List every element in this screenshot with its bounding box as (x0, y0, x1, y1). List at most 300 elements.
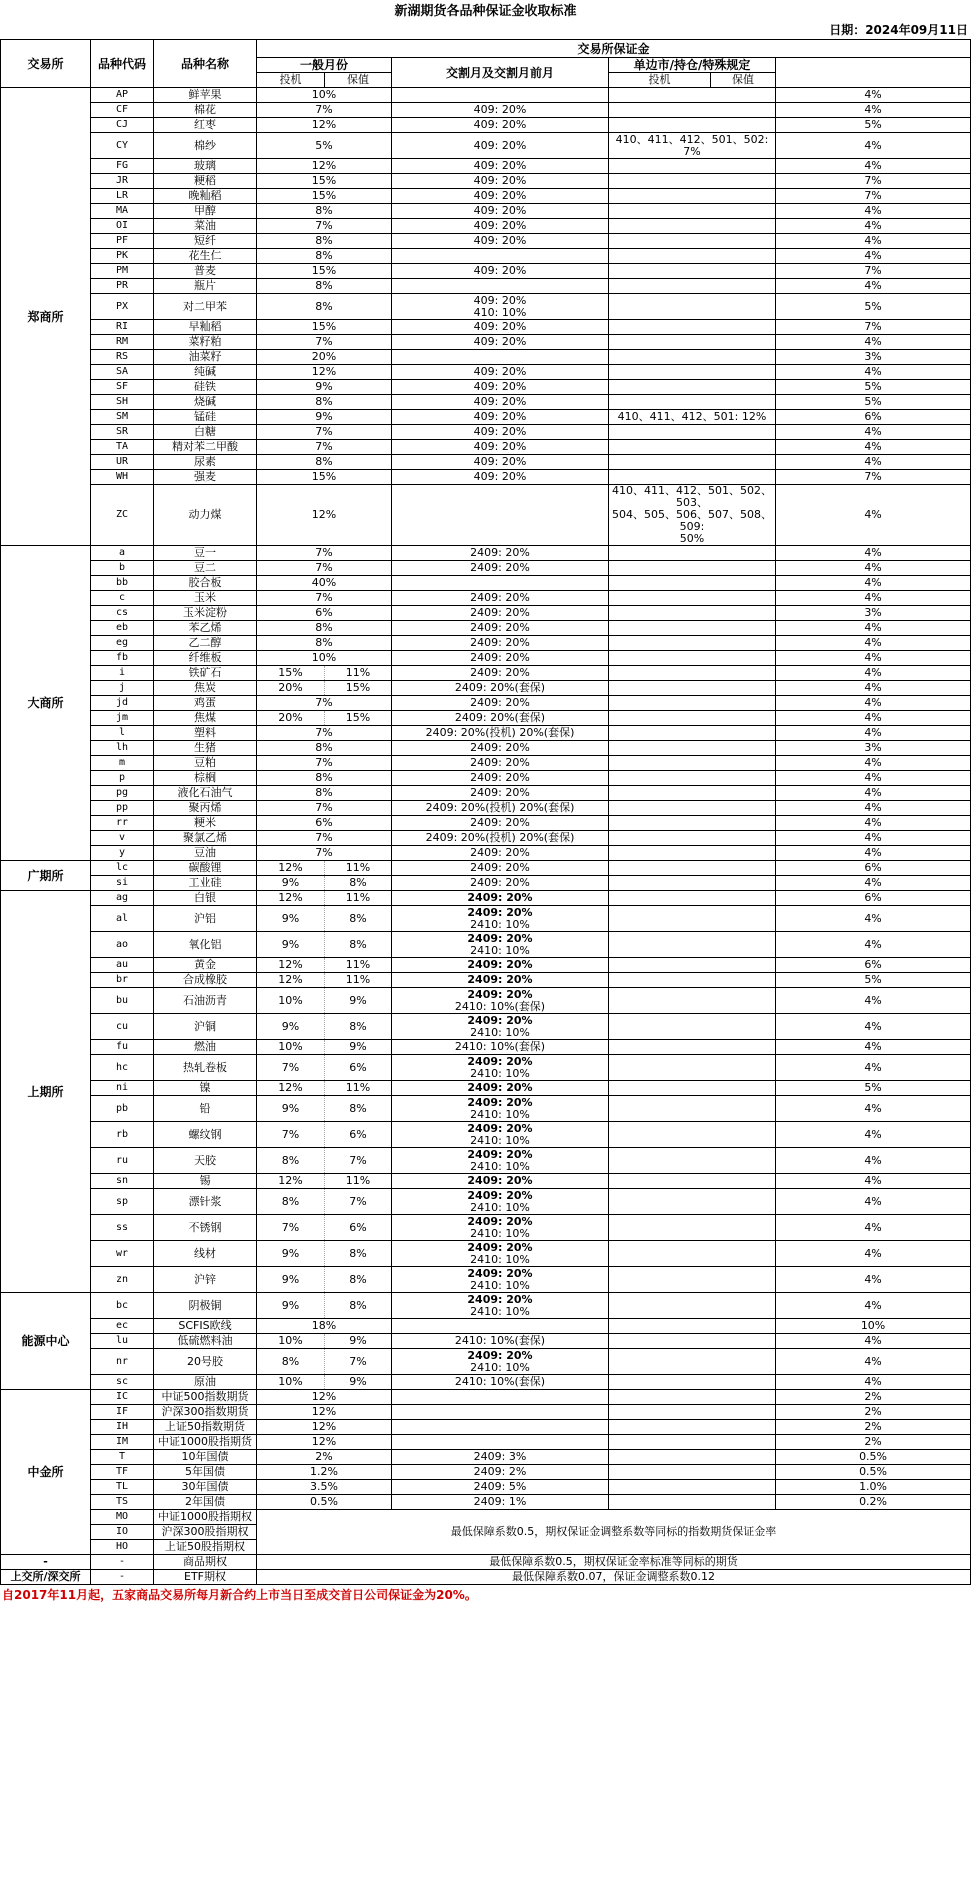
delivery-margin (392, 891, 609, 906)
product-code: HO (91, 1540, 154, 1555)
delivery-margin (392, 1435, 609, 1450)
product-code: CF (91, 103, 154, 118)
company-add: 4% (776, 234, 971, 249)
delivery-line: 2409: 20% (467, 973, 533, 986)
product-code: y (91, 846, 154, 861)
product-code: pb (91, 1096, 154, 1122)
company-add: 6% (776, 861, 971, 876)
delivery-margin (392, 264, 609, 279)
company-add: 4% (776, 1174, 971, 1189)
product-code: rb (91, 1122, 154, 1148)
delivery-line: 2409: 20%(套保) (454, 681, 546, 694)
company-add: 4% (776, 1334, 971, 1349)
product-name: 20号胶 (154, 1349, 257, 1375)
table-row (1, 861, 971, 876)
special-margin (609, 455, 776, 470)
delivery-margin (392, 973, 609, 988)
delivery-margin (392, 958, 609, 973)
table-row (1, 932, 971, 958)
product-name: 液化石油气 (154, 786, 257, 801)
product-code: bb (91, 576, 154, 591)
special-margin (609, 1096, 776, 1122)
product-code: - (91, 1570, 154, 1585)
product-name: 强麦 (154, 470, 257, 485)
company-add: 4% (776, 846, 971, 861)
delivery-margin (392, 561, 609, 576)
special-margin (609, 350, 776, 365)
hedge-margin: 6% (325, 1122, 392, 1148)
special-margin (609, 1375, 776, 1390)
product-code: PR (91, 279, 154, 294)
company-add: 4% (776, 771, 971, 786)
general-margin: 5% (257, 133, 392, 159)
spec-margin: 9% (257, 1267, 325, 1293)
table-row (1, 1096, 971, 1122)
table-row (1, 606, 971, 621)
hedge-margin: 15% (325, 681, 392, 696)
hedge-margin: 8% (325, 1267, 392, 1293)
table-row (1, 1570, 971, 1585)
product-name: 沪深300指数期货 (154, 1405, 257, 1420)
delivery-margin (392, 1334, 609, 1349)
special-margin (609, 1014, 776, 1040)
table-row (1, 876, 971, 891)
hedge-margin: 8% (325, 1293, 392, 1319)
product-name: 豆粕 (154, 756, 257, 771)
general-margin: 7% (257, 591, 392, 606)
table-row (1, 711, 971, 726)
product-name: SCFIS欧线 (154, 1319, 257, 1334)
table-row (1, 891, 971, 906)
delivery-margin (392, 455, 609, 470)
table-row (1, 726, 971, 741)
table-row (1, 219, 971, 234)
product-name: 烧碱 (154, 395, 257, 410)
exchange-name: 广期所 (1, 861, 91, 891)
company-add: 4% (776, 1040, 971, 1055)
spec-margin: 8% (257, 1148, 325, 1174)
delivery-margin (392, 861, 609, 876)
special-margin (609, 1319, 776, 1334)
delivery-line: 409: 20% (473, 189, 527, 202)
general-margin: 6% (257, 606, 392, 621)
table-row (1, 741, 971, 756)
general-margin: 12% (257, 159, 392, 174)
delivery-margin (392, 1349, 609, 1375)
delivery-line: 2409: 20% (467, 1292, 533, 1306)
product-name: 塑料 (154, 726, 257, 741)
special-margin (609, 133, 776, 159)
product-code: l (91, 726, 154, 741)
spec-margin: 12% (257, 861, 325, 876)
delivery-margin (392, 1450, 609, 1465)
table-row (1, 470, 971, 485)
product-code: AP (91, 88, 154, 103)
general-margin: 20% (257, 350, 392, 365)
product-name: 铁矿石 (154, 666, 257, 681)
special-margin (609, 711, 776, 726)
product-code: MO (91, 1510, 154, 1525)
product-name: 燃油 (154, 1040, 257, 1055)
special-margin (609, 1390, 776, 1405)
table-row (1, 1055, 971, 1081)
company-add: 5% (776, 973, 971, 988)
delivery-margin (392, 681, 609, 696)
general-margin: 12% (257, 365, 392, 380)
delivery-margin (392, 801, 609, 816)
table-row (1, 1148, 971, 1174)
merged-rule: 最低保障系数0.5，期权保证金调整系数等同标的指数期货保证金率 (257, 1510, 971, 1555)
product-name: 白银 (154, 891, 257, 906)
company-add: 4% (776, 561, 971, 576)
delivery-line: 2409: 20% (470, 666, 530, 679)
table-row (1, 576, 971, 591)
product-code: zn (91, 1267, 154, 1293)
product-code: a (91, 546, 154, 561)
product-name: 菜籽粕 (154, 335, 257, 350)
product-name: 锰硅 (154, 410, 257, 425)
special-line: 410、411、412、501、502、503、 (612, 484, 772, 509)
delivery-line: 2410: 10% (470, 943, 530, 957)
delivery-line: 2410: 10% (470, 1107, 530, 1121)
special-margin (609, 320, 776, 335)
delivery-line: 2409: 20%(投机) 20%(套保) (425, 726, 575, 739)
delivery-margin (392, 350, 609, 365)
special-margin (609, 88, 776, 103)
special-margin (609, 1420, 776, 1435)
table-row (1, 756, 971, 771)
special-margin (609, 958, 776, 973)
table-row (1, 958, 971, 973)
general-margin: 15% (257, 320, 392, 335)
col-delivery: 交割月及交割月前月 (392, 58, 609, 88)
delivery-line: 2409: 5% (473, 1480, 527, 1493)
table-row (1, 234, 971, 249)
special-margin (609, 1189, 776, 1215)
table-row (1, 1480, 971, 1495)
general-margin: 8% (257, 279, 392, 294)
general-margin: 10% (257, 651, 392, 666)
special-margin (609, 1405, 776, 1420)
general-margin: 15% (257, 264, 392, 279)
delivery-margin (392, 1241, 609, 1267)
exchange-name: 上期所 (1, 891, 91, 1293)
hedge-margin: 11% (325, 666, 392, 681)
hedge-margin: 9% (325, 1375, 392, 1390)
special-margin (609, 636, 776, 651)
exchange-name: 能源中心 (1, 1293, 91, 1390)
company-add: 4% (776, 279, 971, 294)
company-add: 6% (776, 891, 971, 906)
table-row (1, 1040, 971, 1055)
product-name: 粳米 (154, 816, 257, 831)
company-add: 4% (776, 651, 971, 666)
delivery-margin (392, 1319, 609, 1334)
company-add: 10% (776, 1319, 971, 1334)
delivery-margin (392, 711, 609, 726)
delivery-line: 2409: 20% (467, 958, 533, 971)
delivery-line: 2409: 20% (467, 1266, 533, 1280)
table-row (1, 636, 971, 651)
product-name: 花生仁 (154, 249, 257, 264)
delivery-margin (392, 591, 609, 606)
general-margin: 0.5% (257, 1495, 392, 1510)
product-name: 乙二醇 (154, 636, 257, 651)
company-add: 4% (776, 666, 971, 681)
table-row (1, 88, 971, 103)
general-margin: 8% (257, 249, 392, 264)
company-add: 5% (776, 395, 971, 410)
product-code: sc (91, 1375, 154, 1390)
table-row (1, 204, 971, 219)
general-margin: 2% (257, 1450, 392, 1465)
product-code: PM (91, 264, 154, 279)
delivery-margin (392, 320, 609, 335)
product-name: 热轧卷板 (154, 1055, 257, 1081)
table-row (1, 1450, 971, 1465)
special-margin (609, 234, 776, 249)
product-code: TS (91, 1495, 154, 1510)
general-margin: 18% (257, 1319, 392, 1334)
special-margin (609, 219, 776, 234)
special-margin (609, 1241, 776, 1267)
delivery-margin (392, 1375, 609, 1390)
product-code: SR (91, 425, 154, 440)
delivery-line: 2409: 20% (467, 931, 533, 945)
product-code: eb (91, 621, 154, 636)
general-margin: 7% (257, 440, 392, 455)
table-row (1, 1174, 971, 1189)
special-margin (609, 771, 776, 786)
spec-margin: 10% (257, 1334, 325, 1349)
delivery-line: 2409: 20% (467, 1013, 533, 1027)
company-add: 4% (776, 906, 971, 932)
delivery-margin (392, 219, 609, 234)
general-margin: 8% (257, 455, 392, 470)
hedge-margin: 8% (325, 1014, 392, 1040)
product-name: 沪铝 (154, 906, 257, 932)
product-code: IH (91, 1420, 154, 1435)
general-margin: 15% (257, 470, 392, 485)
product-name: 红枣 (154, 118, 257, 133)
product-name: 晚籼稻 (154, 189, 257, 204)
special-margin (609, 365, 776, 380)
table-row (1, 771, 971, 786)
product-code: bc (91, 1293, 154, 1319)
product-code: rr (91, 816, 154, 831)
product-name: 铅 (154, 1096, 257, 1122)
product-code: ss (91, 1215, 154, 1241)
product-name: 焦炭 (154, 681, 257, 696)
table-row (1, 320, 971, 335)
delivery-line: 2409: 20% (470, 546, 530, 559)
product-name: 棉纱 (154, 133, 257, 159)
spec-margin: 20% (257, 711, 325, 726)
delivery-line: 2409: 20% (470, 651, 530, 664)
product-name: 中证1000股指期权 (154, 1510, 257, 1525)
hedge-margin: 8% (325, 932, 392, 958)
company-add: 4% (776, 681, 971, 696)
table-row (1, 485, 971, 546)
hedge-margin: 7% (325, 1349, 392, 1375)
col-general-spec: 投机 (257, 73, 325, 88)
col-special: 单边市/持仓/特殊规定 (609, 58, 776, 73)
general-margin: 7% (257, 696, 392, 711)
delivery-line: 409: 20% (473, 365, 527, 378)
product-name: 黄金 (154, 958, 257, 973)
product-name: 焦煤 (154, 711, 257, 726)
delivery-margin (392, 1122, 609, 1148)
delivery-line: 2409: 20% (467, 1147, 533, 1161)
special-margin (609, 1495, 776, 1510)
product-name: 低硫燃料油 (154, 1334, 257, 1349)
table-row (1, 1510, 971, 1525)
delivery-line: 2410: 10% (470, 1360, 530, 1374)
product-code: si (91, 876, 154, 891)
company-add: 4% (776, 1375, 971, 1390)
general-margin: 40% (257, 576, 392, 591)
delivery-line: 409: 20% (473, 264, 527, 277)
product-name: 工业硅 (154, 876, 257, 891)
delivery-margin (392, 786, 609, 801)
col-exchange: 交易所 (1, 40, 91, 88)
product-code: LR (91, 189, 154, 204)
product-code: fb (91, 651, 154, 666)
company-add: 7% (776, 174, 971, 189)
merged-rule: 最低保障系数0.07，保证金调整系数0.12 (257, 1570, 971, 1585)
product-code: al (91, 906, 154, 932)
product-code: PK (91, 249, 154, 264)
delivery-line: 409: 20% (473, 118, 527, 131)
product-code: lc (91, 861, 154, 876)
delivery-margin (392, 1267, 609, 1293)
delivery-line: 409: 20% (473, 138, 527, 152)
hedge-margin: 9% (325, 988, 392, 1014)
special-margin (609, 973, 776, 988)
special-margin (609, 294, 776, 320)
special-margin (609, 249, 776, 264)
delivery-line: 409: 20% (473, 204, 527, 217)
company-add: 3% (776, 606, 971, 621)
table-row (1, 696, 971, 711)
delivery-line: 2409: 20%(套保) (454, 711, 546, 724)
general-margin: 3.5% (257, 1480, 392, 1495)
special-line: 410、411、412、501: 12% (617, 410, 767, 423)
table-row (1, 410, 971, 425)
special-line: 410、411、412、501、502: 7% (615, 132, 769, 158)
table-row (1, 1435, 971, 1450)
product-code: v (91, 831, 154, 846)
table-row (1, 189, 971, 204)
product-code: RM (91, 335, 154, 350)
product-code: pg (91, 786, 154, 801)
special-margin (609, 846, 776, 861)
company-add: 4% (776, 1055, 971, 1081)
delivery-margin (392, 1174, 609, 1189)
delivery-line: 409: 20% (473, 380, 527, 393)
table-row (1, 133, 971, 159)
table-row (1, 159, 971, 174)
special-margin (609, 1465, 776, 1480)
company-add: 3% (776, 350, 971, 365)
special-margin (609, 906, 776, 932)
delivery-margin (392, 204, 609, 219)
delivery-line: 2409: 20% (470, 621, 530, 634)
table-row (1, 1215, 971, 1241)
company-add: 2% (776, 1420, 971, 1435)
special-margin (609, 159, 776, 174)
product-name: 上证50股指期权 (154, 1540, 257, 1555)
col-exchange-margin: 交易所保证金 (257, 40, 971, 58)
special-margin (609, 891, 776, 906)
product-name: 氧化铝 (154, 932, 257, 958)
general-margin: 15% (257, 174, 392, 189)
delivery-margin (392, 1148, 609, 1174)
company-add: 4% (776, 1189, 971, 1215)
general-margin: 8% (257, 395, 392, 410)
spec-margin: 7% (257, 1215, 325, 1241)
delivery-margin (392, 1040, 609, 1055)
company-add: 4% (776, 816, 971, 831)
exchange-name: 上交所/深交所 (1, 1570, 91, 1585)
special-margin (609, 741, 776, 756)
delivery-line: 2410: 10%(套保) (454, 1334, 546, 1347)
company-add: 4% (776, 576, 971, 591)
hedge-margin: 11% (325, 958, 392, 973)
product-name: 豆二 (154, 561, 257, 576)
hedge-margin: 11% (325, 1174, 392, 1189)
product-name: 尿素 (154, 455, 257, 470)
special-margin (609, 756, 776, 771)
product-code: cs (91, 606, 154, 621)
exchange-name: 中金所 (1, 1390, 91, 1555)
special-margin (609, 651, 776, 666)
special-margin (609, 470, 776, 485)
table-row (1, 973, 971, 988)
delivery-line: 2409: 20% (467, 1081, 533, 1094)
hedge-margin: 11% (325, 973, 392, 988)
delivery-line: 2409: 20% (467, 1240, 533, 1254)
table-row (1, 546, 971, 561)
product-name: 豆油 (154, 846, 257, 861)
table-row (1, 1293, 971, 1319)
product-code: ZC (91, 485, 154, 546)
product-code: br (91, 973, 154, 988)
company-add: 2% (776, 1405, 971, 1420)
delivery-line: 2409: 20% (467, 1054, 533, 1068)
product-code: sp (91, 1189, 154, 1215)
delivery-margin (392, 621, 609, 636)
delivery-line: 2409: 20% (467, 1214, 533, 1228)
delivery-margin (392, 234, 609, 249)
col-code: 品种代码 (91, 40, 154, 88)
col-special-spec: 投机 (609, 73, 711, 88)
general-margin: 7% (257, 219, 392, 234)
product-name: 生猪 (154, 741, 257, 756)
delivery-line: 2409: 20% (470, 846, 530, 859)
spec-margin: 20% (257, 681, 325, 696)
special-margin (609, 395, 776, 410)
special-margin (609, 425, 776, 440)
special-margin (609, 1055, 776, 1081)
product-name: 沪铜 (154, 1014, 257, 1040)
product-name: 早籼稻 (154, 320, 257, 335)
general-margin: 7% (257, 756, 392, 771)
company-add: 4% (776, 1148, 971, 1174)
hedge-margin: 8% (325, 1096, 392, 1122)
general-margin: 12% (257, 485, 392, 546)
table-row (1, 1390, 971, 1405)
